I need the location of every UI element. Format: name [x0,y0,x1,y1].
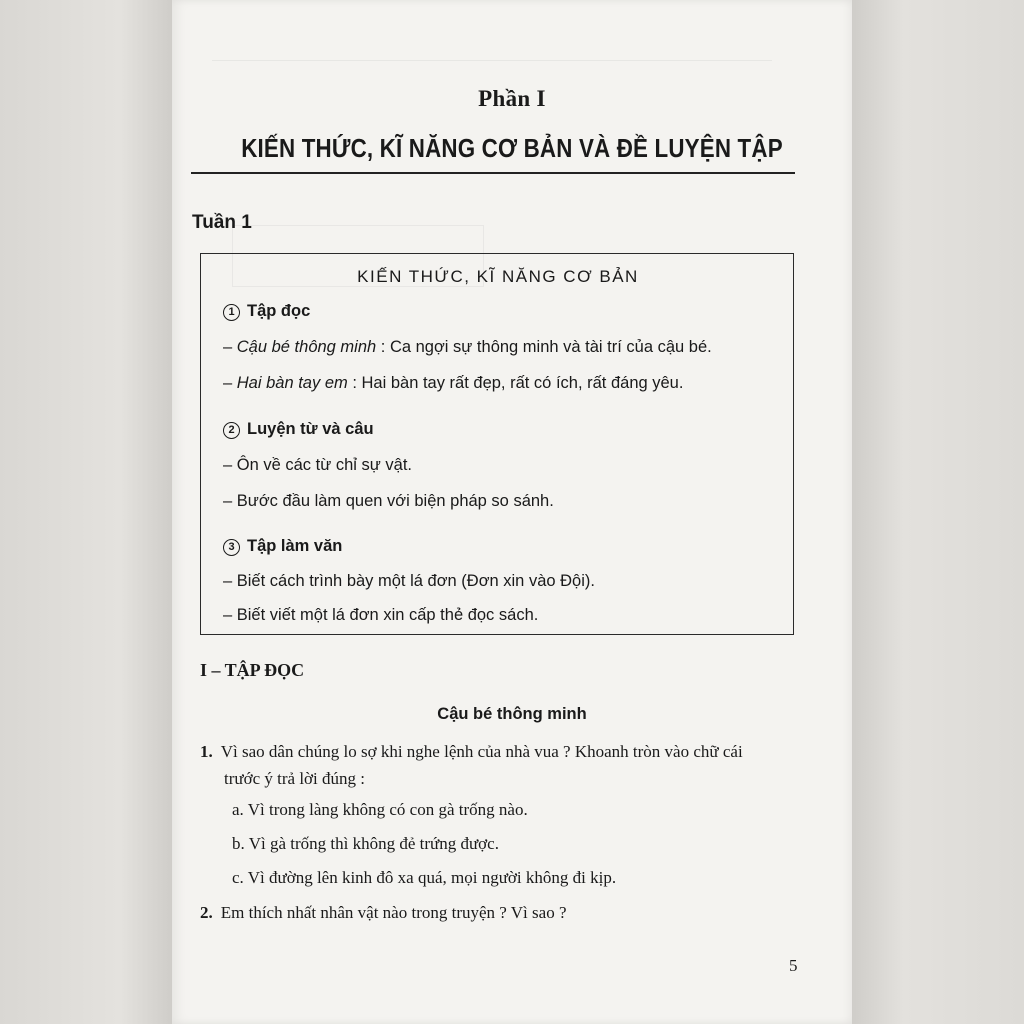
story-name: Hai bàn tay em [236,374,348,392]
main-title: KIẾN THỨC, KĨ NĂNG CƠ BẢN VÀ ĐỀ LUYỆN TẬP [241,133,783,163]
section-heading: I – TẬP ĐỌC [200,660,305,680]
question-1-continued: trước ý trả lời đúng : [224,769,365,788]
section-heading-tap-lam-van [223,537,342,556]
circled-number-icon: 2 [223,422,240,439]
section-heading-tap-doc [223,302,310,321]
question-number: 2. [200,903,213,922]
right-background [852,0,1024,1024]
section-heading-text: Tập đọc [247,302,311,320]
circled-number-icon: 3 [223,539,240,556]
line-text: Biết cách trình bày một lá đơn (Đơn xin vào Đội). [236,572,595,590]
week-label: Tuần 1 [192,212,252,233]
box-line: – Cậu bé thông minh : Ca ngợi sự thông minh và tài trí của cậu bé. [223,338,712,356]
question-text: Em thích nhất nhân vật nào trong truyện ? Vì sao ? [220,903,567,922]
question-2 [200,903,567,923]
box-title: KIẾN THỨC, KĨ NĂNG CƠ BẢN [357,267,639,286]
bleed-through-mark [212,60,772,62]
question-text: Vì sao dân chúng lo sợ khi nghe lệnh của nhà vua ? Khoanh tròn vào chữ cái [220,742,743,761]
line-text: : Hai bàn tay rất đẹp, rất có ích, rất đáng yêu. [347,374,684,392]
story-name: Cậu bé thông minh [236,338,377,356]
question-number: 1. [200,742,213,761]
book-page [172,0,852,1024]
title-divider [191,172,795,174]
section-heading-luyen-tu [223,420,374,439]
section-heading-text: Luyện từ và câu [247,420,374,438]
line-text: : Ca ngợi sự thông minh và tài trí của cậu bé. [376,338,712,356]
left-background [0,0,172,1024]
box-line: – Biết viết một lá đơn xin cấp thẻ đọc sách. [223,606,539,624]
section-heading-text: Tập làm văn [247,537,343,555]
line-text: Biết viết một lá đơn xin cấp thẻ đọc sách. [236,606,539,624]
story-title: Cậu bé thông minh [437,705,587,723]
box-line: – Bước đầu làm quen với biện pháp so sánh. [223,492,554,510]
answer-option-a: a. Vì trong làng không có con gà trống nào. [232,800,528,819]
line-text: Ôn về các từ chỉ sự vật. [236,456,412,474]
box-line: – Biết cách trình bày một lá đơn (Đơn xin vào Đội). [223,572,595,590]
box-line: – Hai bàn tay em : Hai bàn tay rất đẹp, rất có ích, rất đáng yêu. [223,374,684,392]
answer-option-c: c. Vì đường lên kinh đô xa quá, mọi người không đi kịp. [232,868,617,887]
box-line: – Ôn về các từ chỉ sự vật. [223,456,412,474]
circled-number-icon: 1 [223,304,240,321]
knowledge-box [200,253,794,635]
answer-option-b: b. Vì gà trống thì không đẻ trứng được. [232,834,499,853]
part-label: Phần I [478,86,546,111]
page-number: 5 [789,956,798,975]
line-text: Bước đầu làm quen với biện pháp so sánh. [236,492,554,510]
question-1 [200,742,743,762]
